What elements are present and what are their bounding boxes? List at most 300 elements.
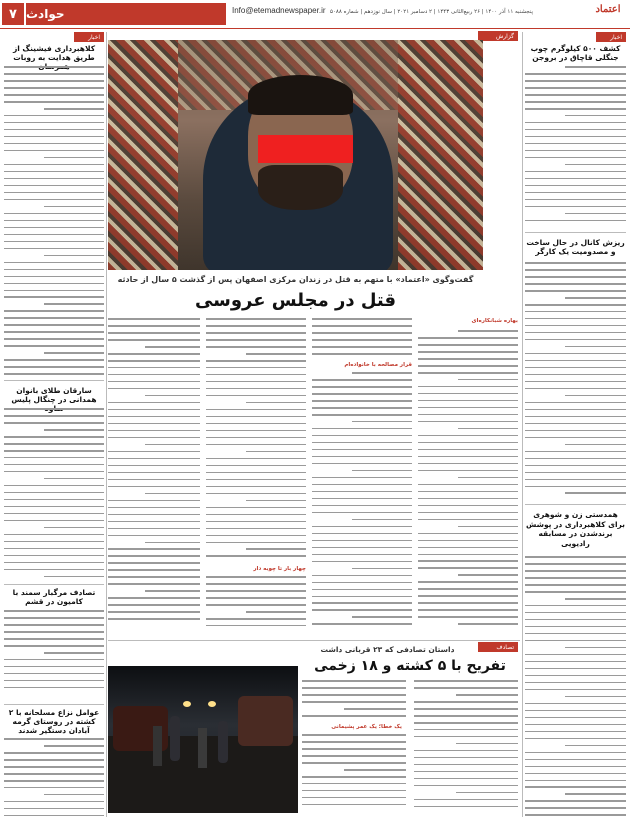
text-line [108,618,200,620]
text-line [414,687,518,689]
main-headline[interactable]: قتل در مجلس عروسی [194,290,397,311]
text-line [4,766,104,768]
text-line [206,472,306,474]
text-line [4,617,104,619]
text-line [108,451,200,453]
text-line [206,367,306,369]
text-line [108,388,200,390]
text-line [108,604,200,606]
text-line [525,591,626,593]
text-line [565,598,626,600]
text-line [418,358,518,360]
text-line [312,318,412,320]
text-line [108,458,200,460]
text-line [108,360,200,362]
text-line [4,66,104,68]
text-line [565,346,626,348]
text-line [302,694,406,696]
text-line [414,750,518,752]
text-line [525,73,626,75]
text-line [525,402,626,404]
text-line [525,654,626,656]
text-line [312,554,412,556]
text-line [418,547,518,549]
text-line [145,346,200,348]
text-line [4,457,104,459]
text-line [108,555,200,557]
text-line [108,535,200,537]
text-line [4,499,104,501]
text-line [4,164,104,166]
text-line [312,449,412,451]
text-line [206,437,306,439]
right-story-1-headline[interactable]: کشف ۵۰۰ کیلوگرم چوب جنگلی قاچاق در بروجن [530,44,621,62]
text-line [312,339,412,341]
text-line [206,618,306,620]
text-line [108,430,200,432]
text-line [525,87,626,89]
text-line [206,590,306,592]
text-line [418,435,518,437]
text-line [525,703,626,705]
text-line [302,804,406,806]
text-line [414,680,518,682]
text-line [525,584,626,586]
text-line [525,612,626,614]
text-line [4,262,104,264]
left-story-3-headline[interactable]: تصادف مرگبار سمند با کامیون در قشم [12,588,96,606]
text-line [418,351,518,353]
text-line [418,512,518,514]
text-line [4,338,104,340]
left-story-4-body [4,738,104,817]
text-line [418,581,518,583]
text-line [302,748,406,750]
text-line [302,762,406,764]
text-line [108,507,200,509]
text-line [312,414,412,416]
text-line [4,192,104,194]
accident-photo [108,666,298,813]
text-line [414,785,518,787]
text-line [302,790,406,792]
text-line [525,423,626,425]
text-line [525,304,626,306]
text-line [4,471,104,473]
text-line [206,360,306,362]
bottom-subhead: یک خطا؛ یک عمر پشیمانی [331,724,402,730]
text-line [206,514,306,516]
text-line [312,540,412,542]
text-line [4,520,104,522]
text-line [302,680,406,682]
text-line [418,344,518,346]
text-line [4,808,104,810]
text-line [418,609,518,611]
text-line [206,521,306,523]
text-line [565,395,626,397]
text-line [108,318,200,320]
text-line [312,575,412,577]
column-rule-left [106,32,107,817]
text-line [4,548,104,550]
text-line [458,428,518,430]
text-line [312,477,412,479]
text-line [44,303,104,305]
text-line [108,611,200,613]
bottom-body [302,680,518,815]
text-line [418,449,518,451]
text-line [108,423,200,425]
text-line [44,206,104,208]
text-line [565,66,626,68]
text-line [4,324,104,326]
text-line [525,374,626,376]
left-divider-1 [4,380,104,381]
text-line [4,752,104,754]
text-line [4,178,104,180]
text-line [4,115,104,117]
text-line [44,157,104,159]
text-line [525,800,626,802]
text-line [525,752,626,754]
text-line [108,339,200,341]
text-line [418,463,518,465]
text-line [525,353,626,355]
text-line [4,73,104,75]
text-line [352,470,412,472]
text-line [4,366,104,368]
text-line [312,623,412,625]
left-divider-2 [4,584,104,585]
text-line [108,486,200,488]
text-line [414,764,518,766]
text-line [312,325,412,327]
text-line [312,484,412,486]
text-line [312,589,412,591]
suspect-photo [108,40,483,270]
text-line [44,108,104,110]
text-line [565,647,626,649]
text-line [525,157,626,159]
text-line [206,381,306,383]
text-line [108,332,200,334]
text-line [312,346,412,348]
text-line [4,759,104,761]
text-line [525,80,626,82]
text-line [525,360,626,362]
text-line [206,325,306,327]
text-line [108,409,200,411]
text-line [565,793,626,795]
text-line [4,569,104,571]
text-line [108,479,200,481]
text-line [525,710,626,712]
text-line [4,373,104,375]
text-line [525,220,626,222]
text-line [525,472,626,474]
header-divider [0,28,630,29]
text-line [414,708,518,710]
right-story-2-headline[interactable]: ریزش کانال در حال ساخت و مصدومیت یک کارگر [526,238,625,256]
text-line [525,577,626,579]
text-line [525,276,626,278]
text-line [4,645,104,647]
page-number: ۷ [2,3,24,25]
text-line [206,388,306,390]
text-line [108,500,200,502]
text-line [108,325,200,327]
text-line [4,234,104,236]
text-line [458,477,518,479]
text-line [246,353,306,355]
text-line [414,715,518,717]
text-line [525,269,626,271]
page-header [0,0,630,28]
text-line [418,386,518,388]
text-line [108,597,200,599]
text-line [4,534,104,536]
left-story-4-headline[interactable]: عوامل نزاع مسلحانه با ۲ کشته در روستای گرمه آبادان دستگیر شدند [8,708,100,735]
text-line [302,687,406,689]
text-line [525,773,626,775]
left-story-1-body [4,66,104,380]
right-story-3-body [525,556,626,817]
text-line [344,769,406,771]
text-line [525,185,626,187]
text-line [525,605,626,607]
text-line [4,673,104,675]
left-story-1-headline[interactable]: کلاهبرداری فیشینگ از طریق هدایت به روبات [12,44,96,62]
text-line [4,276,104,278]
left-story-3-body [4,610,104,694]
text-line [108,514,200,516]
text-line [525,786,626,788]
text-line [246,548,306,550]
text-line [418,407,518,409]
bottom-story-divider [108,640,520,641]
main-kicker: گفت‌وگوی «اعتماد» با متهم به قتل در زندان مرکزی اصفهان پس از گذشت ۵ سال از حادثه [117,275,474,284]
text-line [418,505,518,507]
text-line [4,185,104,187]
text-line [145,493,200,495]
text-line [525,192,626,194]
text-line [108,521,200,523]
text-line [108,353,200,355]
text-line [4,780,104,782]
right-news-column [525,32,626,817]
text-line [525,108,626,110]
text-line [206,542,306,544]
right-story-2-body [525,262,626,499]
text-line [302,701,406,703]
text-line [4,310,104,312]
text-line [4,241,104,243]
text-line [525,661,626,663]
text-line [145,590,200,592]
text-line [206,493,306,495]
text-line [312,491,412,493]
text-line [418,498,518,500]
text-line [4,345,104,347]
text-line [525,731,626,733]
text-line [525,556,626,558]
text-line [525,178,626,180]
text-line [525,318,626,320]
text-line [414,778,518,780]
bottom-section-label: تصادف [478,642,518,652]
text-line [4,199,104,201]
bottom-headline[interactable]: تفریح با ۵ کشته و ۱۸ زخمی [314,658,506,674]
text-line [418,616,518,618]
text-line [525,570,626,572]
text-line [108,562,200,564]
text-line [525,668,626,670]
text-line [302,797,406,799]
text-line [418,560,518,562]
main-body-col-1 [418,318,518,636]
text-line [312,463,412,465]
text-line [525,101,626,103]
text-line [108,569,200,571]
text-line [565,745,626,747]
text-line [4,513,104,515]
text-line [456,743,518,745]
text-line [4,464,104,466]
text-line [312,456,412,458]
text-line [525,682,626,684]
text-line [4,631,104,633]
text-line [312,596,412,598]
text-line [312,533,412,535]
text-line [4,331,104,333]
text-line [4,541,104,543]
text-line [108,528,200,530]
text-line [206,465,306,467]
text-line [312,442,412,444]
text-line [302,741,406,743]
text-line [565,297,626,299]
text-line [525,759,626,761]
text-line [246,500,306,502]
text-line [4,738,104,740]
text-line [108,465,200,467]
main-body-col-3 [206,318,306,636]
text-line [302,776,406,778]
byline: بهاره شبانکاره‌ای [471,318,518,324]
text-line [4,436,104,438]
text-line [418,421,518,423]
text-line [4,680,104,682]
text-line [414,799,518,801]
text-line [4,220,104,222]
text-line [206,346,306,348]
text-line [458,330,518,332]
text-line [4,610,104,612]
text-line [206,423,306,425]
text-line [4,638,104,640]
text-line [525,451,626,453]
text-line [418,567,518,569]
text-line [4,492,104,494]
censor-bar [258,135,353,163]
text-line [44,745,104,747]
text-line [246,402,306,404]
text-line [206,395,306,397]
text-line [525,766,626,768]
text-line [525,199,626,201]
text-line [418,393,518,395]
text-line [108,583,200,585]
text-line [418,595,518,597]
text-line [4,94,104,96]
text-line [246,611,306,613]
text-line [418,519,518,521]
text-line [312,393,412,395]
left-news-column [4,32,104,817]
text-line [418,602,518,604]
text-line [525,332,626,334]
text-line [312,602,412,604]
subhead-1: قرار مصالحه با خانواده‌ام [344,362,412,368]
text-line [4,122,104,124]
text-line [4,450,104,452]
text-line [414,729,518,731]
email-address[interactable]: Info@etemadnewspaper.ir [232,6,326,15]
text-line [4,359,104,361]
text-line [525,388,626,390]
text-line [206,409,306,411]
text-line [108,472,200,474]
text-line [418,414,518,416]
text-line [525,717,626,719]
text-line [312,498,412,500]
text-line [206,528,306,530]
text-line [4,171,104,173]
text-line [4,101,104,103]
right-story-3-headline[interactable]: همدستی زن و شوهری برای کلاهبرداری در پوشش برندشدن در مسابقه رادیویی [525,510,626,548]
text-line [108,437,200,439]
text-line [302,755,406,757]
text-line [312,353,412,355]
text-line [4,506,104,508]
text-line [525,381,626,383]
text-line [206,535,306,537]
newspaper-logo: اعتماد [595,4,621,15]
text-line [4,773,104,775]
text-line [4,415,104,417]
text-line [206,374,306,376]
text-line [456,792,518,794]
text-line [525,339,626,341]
text-line [4,80,104,82]
subhead-2: چهار بار تا چوبه دار [253,566,306,572]
text-line [352,568,412,570]
text-line [302,715,406,717]
section-title: حوادث [26,3,226,25]
text-line [414,757,518,759]
text-line [206,583,306,585]
text-line [206,576,306,578]
text-line [565,492,626,494]
text-line [4,687,104,689]
left-story-2-headline[interactable]: سارقان طلای بانوان همدانی در چنگال پلیس [11,386,97,404]
text-line [4,136,104,138]
text-line [525,437,626,439]
text-line [525,640,626,642]
text-line [312,428,412,430]
text-line [418,337,518,339]
